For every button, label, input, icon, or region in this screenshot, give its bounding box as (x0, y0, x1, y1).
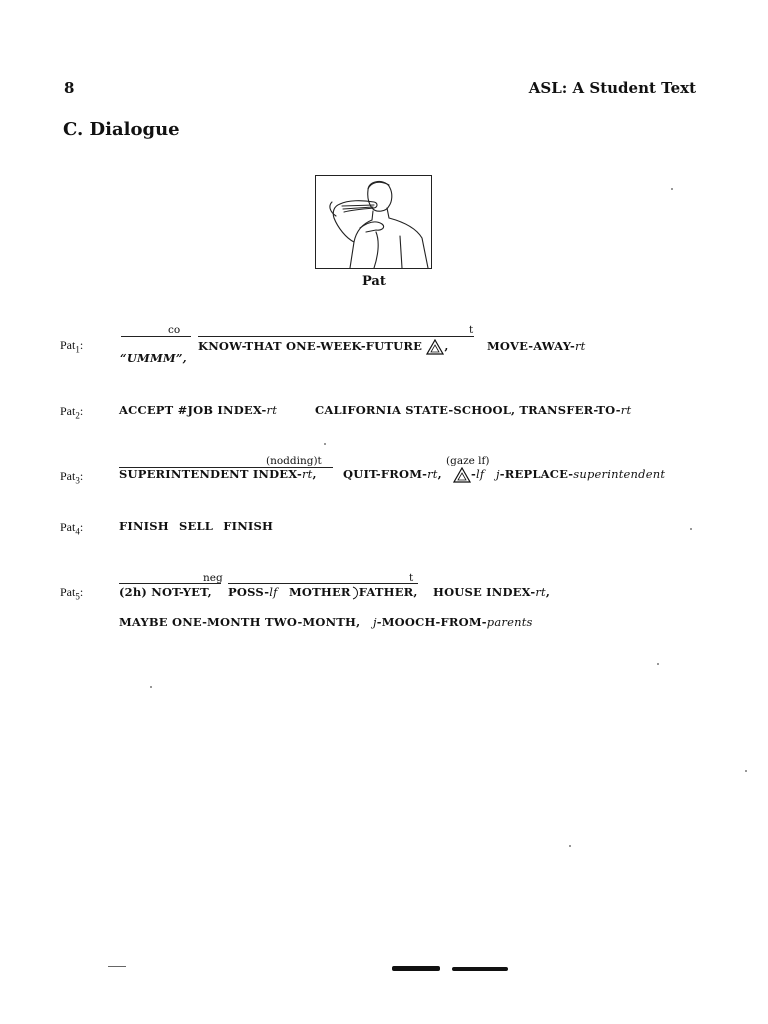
signer-illustration-icon (316, 176, 431, 268)
gloss-mooch: j-MOOCH-FROM-parents (373, 615, 533, 629)
nonmanual-nodding: (nodding)t (266, 455, 322, 467)
nonmanual-bar-co (121, 336, 191, 337)
nonmanual-co: co (168, 324, 181, 336)
scan-blot (452, 967, 508, 971)
gloss-maybe: MAYBE ONE-MONTH TWO-MONTH, (119, 615, 361, 629)
speaker-label-4: Pat$_4$: (60, 520, 84, 537)
section-title: C. Dialogue (63, 119, 180, 140)
gloss-poss: POSS-lf (228, 585, 278, 599)
nonmanual-neg: neg (203, 572, 223, 584)
scan-speck (150, 686, 152, 688)
signer-illustration (315, 175, 432, 269)
scan-mark (108, 966, 126, 967)
scan-blot (392, 966, 440, 971)
nonmanual-t-2: t (409, 572, 414, 584)
gloss-ummm: “UMMM”, (120, 351, 187, 365)
illustration-caption: Pat (362, 274, 386, 289)
speaker-label-1: Pat$_1$: (60, 338, 84, 355)
scan-speck (745, 770, 747, 772)
nonmanual-t: t (469, 324, 474, 336)
gloss-house-index: HOUSE INDEX-rt, (433, 585, 551, 599)
speaker-label-2: Pat$_2$: (60, 404, 84, 421)
scan-speck (324, 443, 326, 445)
gloss-accept: ACCEPT #JOB INDEX-rt (119, 403, 278, 417)
gloss-triangle-lf: -lf (453, 467, 484, 483)
gloss-finish-sell-finish: FINISH SELL FINISH (119, 519, 274, 533)
nonmanual-bar-t (198, 336, 474, 337)
scan-speck (657, 663, 659, 665)
gloss-move-away: MOVE-AWAY-rt (487, 339, 586, 353)
gloss-not-yet: (2h) NOT-YET, (119, 585, 212, 599)
gloss-california: CALIFORNIA STATE-SCHOOL, TRANSFER-TO-rt (315, 403, 632, 417)
gloss-replace: j-REPLACE-superintendent (496, 467, 666, 481)
nonmanual-bar-t-2 (228, 583, 418, 584)
gloss-know-that: KNOW-THAT ONE-WEEK-FUTURE , (198, 339, 449, 353)
triangle-classifier-icon (453, 467, 471, 483)
gloss-mother-father: MOTHER FATHER, (289, 585, 418, 599)
speaker-label-3: Pat$_3$: (60, 469, 84, 486)
page-number: 8 (64, 79, 75, 97)
nonmanual-bar-neg (119, 583, 221, 584)
scan-speck (569, 845, 571, 847)
scan-speck (671, 188, 673, 190)
triangle-classifier-icon (426, 339, 444, 355)
nonmanual-gaze: (gaze lf) (446, 455, 490, 467)
gloss-quit-from: QUIT-FROM-rt, (343, 467, 442, 481)
running-head: ASL: A Student Text (528, 79, 696, 97)
scan-speck (690, 528, 692, 530)
compound-link-icon (351, 586, 359, 600)
gloss-superintendent: SUPERINTENDENT INDEX-rt, (119, 467, 317, 481)
speaker-label-5: Pat$_5$: (60, 585, 84, 602)
